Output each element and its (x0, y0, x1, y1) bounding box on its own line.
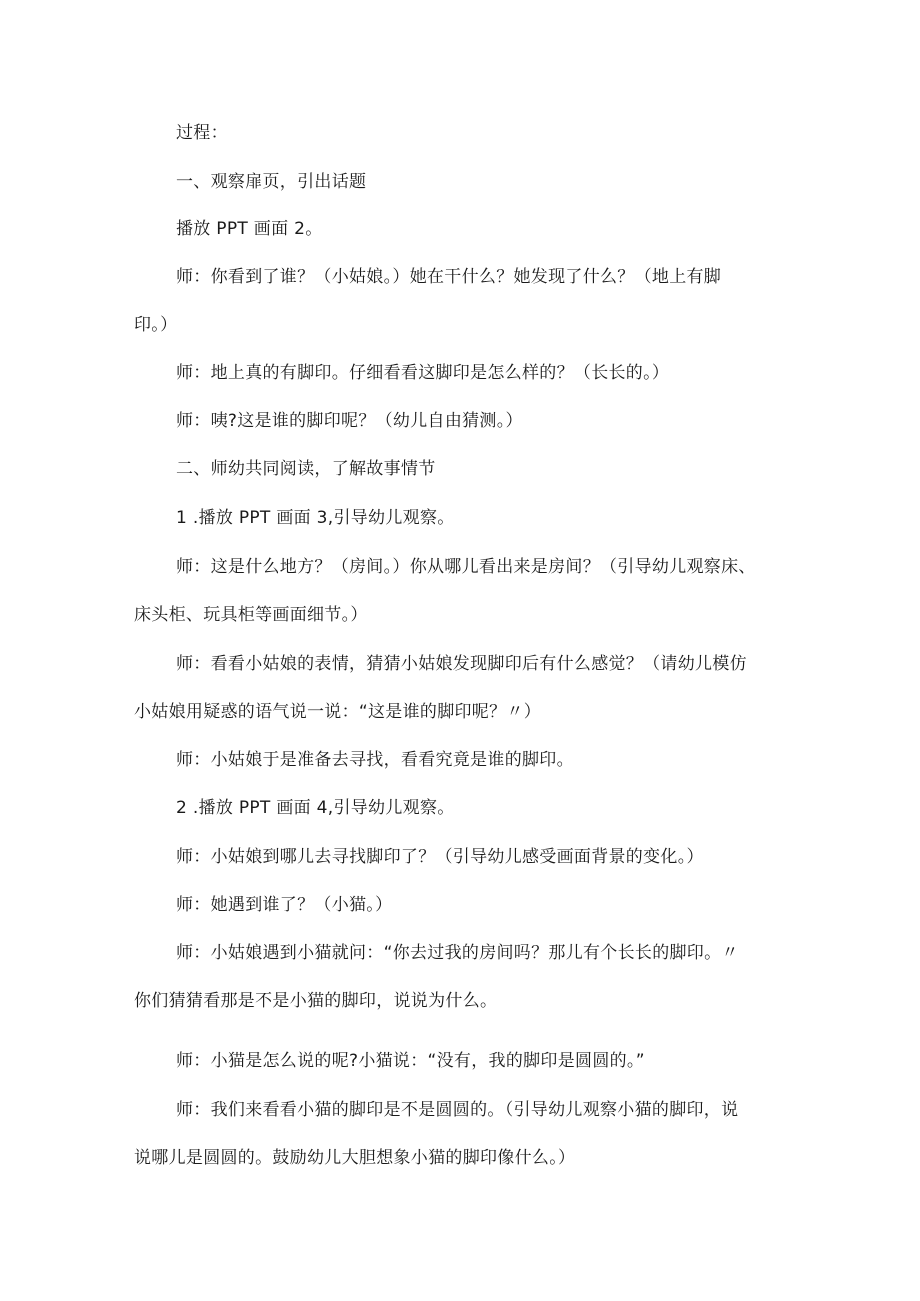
paragraph-line: 印。） (134, 315, 178, 335)
paragraph-line: 师：咦?这是谁的脚印呢？（幼儿自由猜测。） (176, 411, 523, 431)
paragraph-line: 说哪儿是圆圆的。鼓励幼儿大胆想象小猫的脚印像什么。） (134, 1148, 576, 1168)
paragraph-line: 师：我们来看看小猫的脚印是不是圆圆的。（引导幼儿观察小猫的脚印，说 (176, 1100, 739, 1120)
list-item: 2 .播放 PPT 画面 4,引导幼儿观察。 (176, 798, 455, 818)
paragraph-line: 师：地上真的有脚印。仔细看看这脚印是怎么样的？（长长的。） (176, 363, 670, 383)
paragraph-line: 师：小姑娘于是准备去寻找，看看究竟是谁的脚印。 (176, 750, 574, 770)
section-heading-one: 一、观察扉页，引出话题 (176, 172, 367, 192)
section-heading-process: 过程： (176, 123, 228, 143)
paragraph-line: 床头柜、玩具柜等画面细节。） (134, 605, 368, 625)
paragraph-line: 播放 PPT 画面 2。 (176, 219, 323, 239)
paragraph-line: 师：这是什么地方？（房间。）你从哪儿看出来是房间？（引导幼儿观察床、 (176, 557, 756, 577)
paragraph-line: 师：小姑娘遇到小猫就问：“你去过我的房间吗？那儿有个长长的脚印。〃 (176, 943, 739, 963)
paragraph-line: 师：小猫是怎么说的呢?小猫说：“没有，我的脚印是圆圆的。” (176, 1051, 645, 1071)
paragraph-line: 师：看看小姑娘的表情，猜猜小姑娘发现脚印后有什么感觉？（请幼儿模仿 (176, 654, 747, 674)
paragraph-line: 师：她遇到谁了？（小猫。） (176, 895, 393, 915)
paragraph-line: 师：你看到了谁？（小姑娘。）她在干什么？她发现了什么？（地上有脚 (176, 267, 722, 287)
paragraph-line: 你们猜猜看那是不是小猫的脚印，说说为什么。 (134, 991, 498, 1011)
paragraph-line: 师：小姑娘到哪儿去寻找脚印了？（引导幼儿感受画面背景的变化。） (176, 847, 704, 867)
section-heading-two: 二、师幼共同阅读，了解故事情节 (176, 459, 436, 479)
paragraph-line: 小姑娘用疑惑的语气说一说：“这是谁的脚印呢？〃） (134, 702, 542, 722)
list-item: 1 .播放 PPT 画面 3,引导幼儿观察。 (176, 508, 455, 528)
